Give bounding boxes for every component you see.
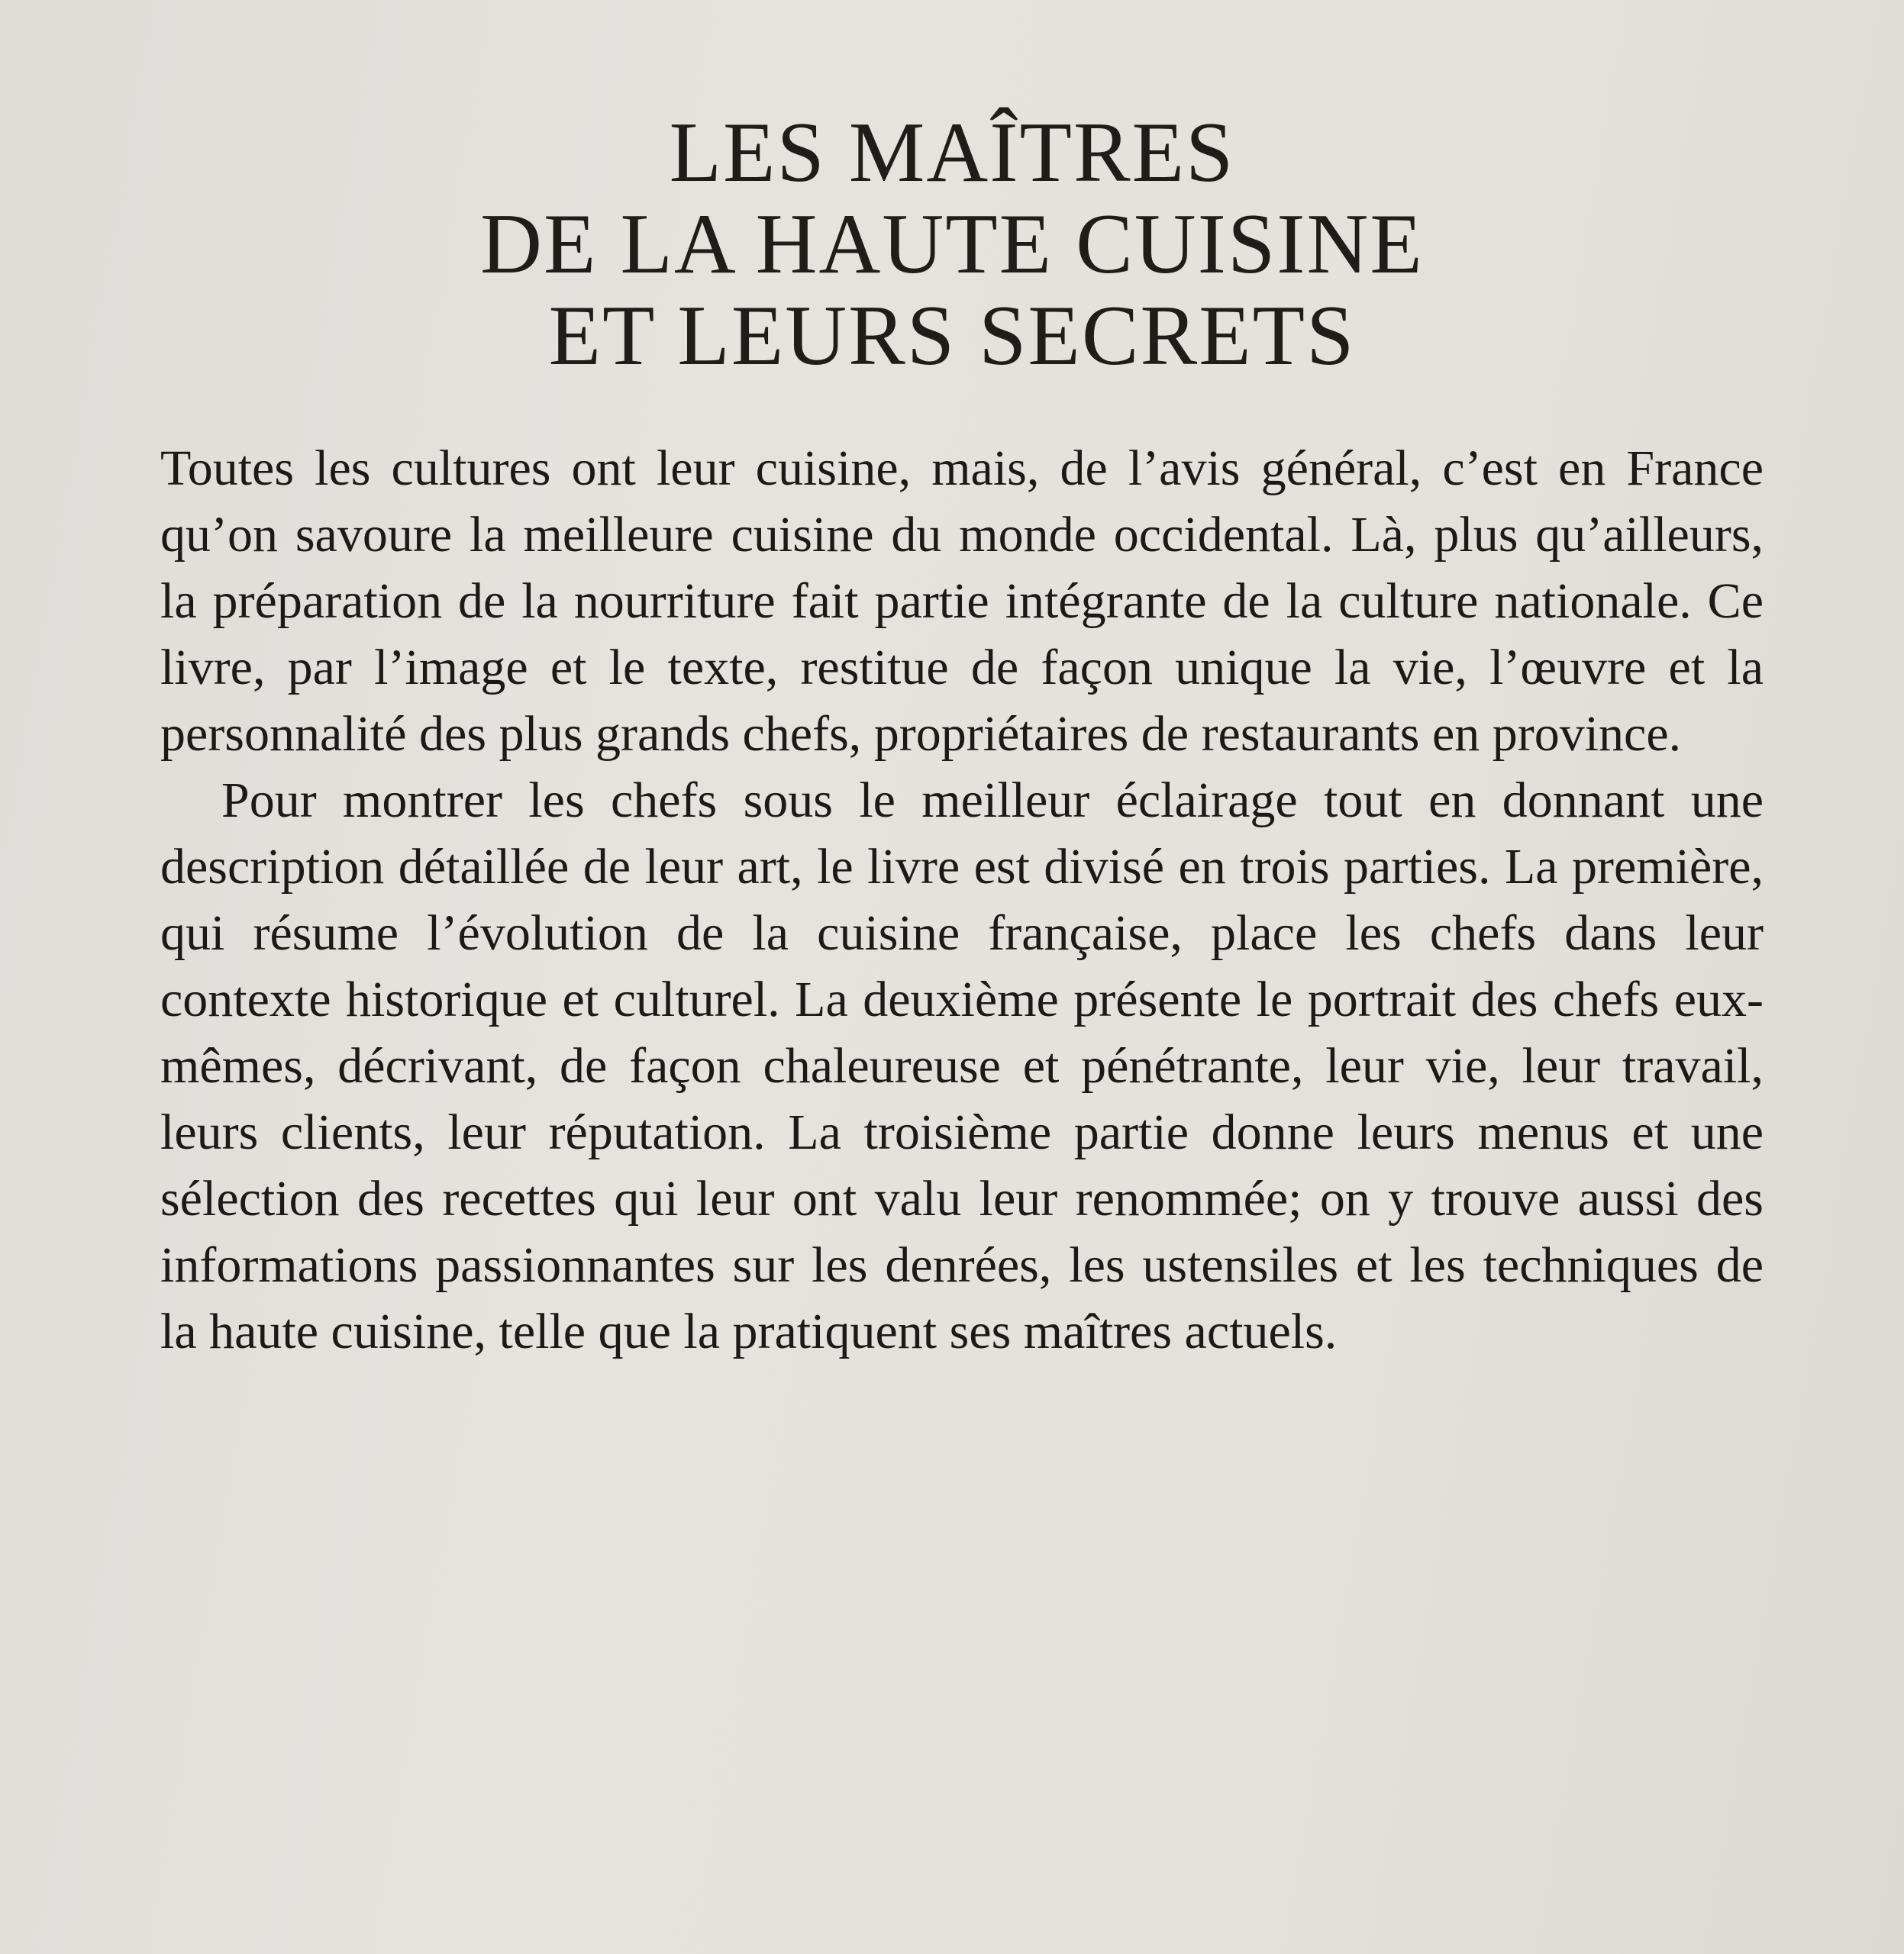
page-title (0, 107, 1904, 382)
title-line-3: ET LEURS SECRETS (548, 289, 1356, 383)
paragraph-structure: Pour montrer les chefs sous le meilleur éclairage tout en donnant une description détaillée de leur art, le livre est divisé en trois parties. La première, qui résume l’évolution de la cuisine française, place les chefs dans leur contexte historique et culturel. La deuxième présente le portrait des chefs eux-mêmes, décrivant, de façon chaleureuse et pénétrante, leur vie, leur travail, leurs clients, leur réputation. La troisième partie donne leurs menus et une sélection des recettes qui leur ont valu leur renommée; on y trouve aussi des informations passionnantes sur les denrées, les ustensiles et les techniques de la haute cuisine, telle que la pratiquent ses maîtres actuels. (160, 772, 1764, 1359)
title-line-1: LES MAÎTRES (669, 105, 1235, 200)
body-text (160, 435, 1764, 1365)
paragraph-intro: Toutes les cultures ont leur cuisine, mais, de l’avis général, c’est en France qu’on savoure la meilleure cuisine du monde occidental. Là, plus qu’ailleurs, la préparation de la nourriture fait partie intégrante de la culture nationale. Ce livre, par l’image et le texte, restitue de façon unique la vie, l’œuvre et la personnalité des plus grands chefs, propriétaires de restaurants en province. (160, 440, 1764, 762)
title-line-2: DE LA HAUTE CUISINE (480, 197, 1424, 292)
